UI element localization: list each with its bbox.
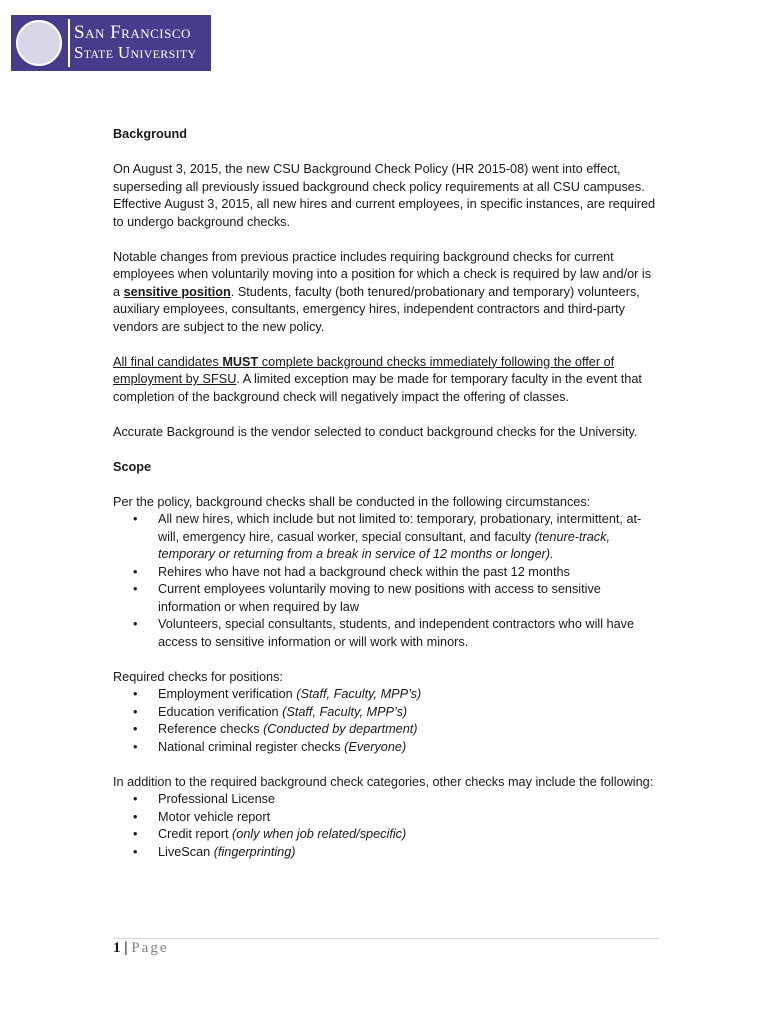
required-intro: Required checks for positions: <box>113 669 283 684</box>
page-separator: | <box>120 940 132 956</box>
background-heading: Background <box>113 127 188 141</box>
p3-text-b: complete background checks immediately following the offer of employment by SFSU <box>113 354 615 386</box>
p2-text-a: Notable changes from previous practice includes requiring background checks for current employees when voluntarily moving into a position for which a check is required by law and/or is a <box>113 249 652 299</box>
background-paragraph-3 <box>113 354 661 407</box>
logo-wordmark <box>74 23 196 63</box>
list-item: • Reference checks (Conducted by department) <box>113 721 661 739</box>
list-item: • Credit report (only when job related/specific) <box>113 826 661 844</box>
scope-list <box>113 511 661 651</box>
required-list <box>113 686 661 756</box>
logo-divider <box>68 19 70 67</box>
scope-heading: Scope <box>113 459 152 474</box>
logo-line-2: State University <box>74 43 197 62</box>
other-list <box>113 791 661 861</box>
page-number: 1 <box>113 940 121 956</box>
p3-text-a: All final candidates <box>113 354 223 369</box>
logo-line-1: San Francisco <box>74 22 191 43</box>
page-footer <box>113 940 168 957</box>
page-label: Page <box>131 940 169 956</box>
p2-text-b: . Students, faculty (both tenured/probationary and temporary) volunteers, auxiliary employees, consultants, emergency hires, independent contractors and third-party vendors are subject to the new policy. <box>113 284 640 334</box>
p3-text-c: . A limited exception may be made for temporary faculty in the event that completion of the background check will negatively impact the offering of classes. <box>113 372 642 404</box>
list-item: • Education verification (Staff, Faculty, MPP’s) <box>113 704 661 722</box>
list-item: • All new hires, which include but not limited to: temporary, probationary, intermittent, at- will, emergency hire, casual worker, special consultant, and faculty (tenure-track, temporary or returning from a break in service of 12 months or longer). <box>113 511 661 564</box>
background-paragraph-1: On August 3, 2015, the new CSU Background Check Policy (HR 2015-08) went into effect, superseding all previously issued background check policy requirements at all CSU campuses. Effective August 3, 2015, all new hires and current employees, in specific instances, are required to undergo background checks. <box>113 162 656 229</box>
list-item: • National criminal register checks (Everyone) <box>113 739 661 757</box>
list-item: • Current employees voluntarily moving to new positions with access to sensitive information or when required by law <box>113 581 661 616</box>
sfsu-logo <box>11 15 211 71</box>
background-paragraph-2 <box>113 249 661 337</box>
list-item: • Professional License <box>113 791 661 809</box>
background-paragraph-4: Accurate Background is the vendor selected to conduct background checks for the University. <box>113 424 638 439</box>
p3-must: MUST <box>222 354 259 369</box>
list-item: • Rehires who have not had a background check within the past 12 months <box>113 564 661 582</box>
scope-intro: Per the policy, background checks shall be conducted in the following circumstances: <box>113 494 591 509</box>
document-body <box>113 126 661 879</box>
university-seal-icon <box>16 20 62 66</box>
sensitive-position-link[interactable]: sensitive position <box>123 284 231 299</box>
footer-divider <box>113 938 659 939</box>
list-item: • Motor vehicle report <box>113 809 661 827</box>
other-intro: In addition to the required background check categories, other checks may include the following: <box>113 774 654 789</box>
list-item: • LiveScan (fingerprinting) <box>113 844 661 862</box>
list-item: • Volunteers, special consultants, students, and independent contractors who will have access to sensitive information or will work with minors. <box>113 616 661 651</box>
list-item: • Employment verification (Staff, Faculty, MPP’s) <box>113 686 661 704</box>
